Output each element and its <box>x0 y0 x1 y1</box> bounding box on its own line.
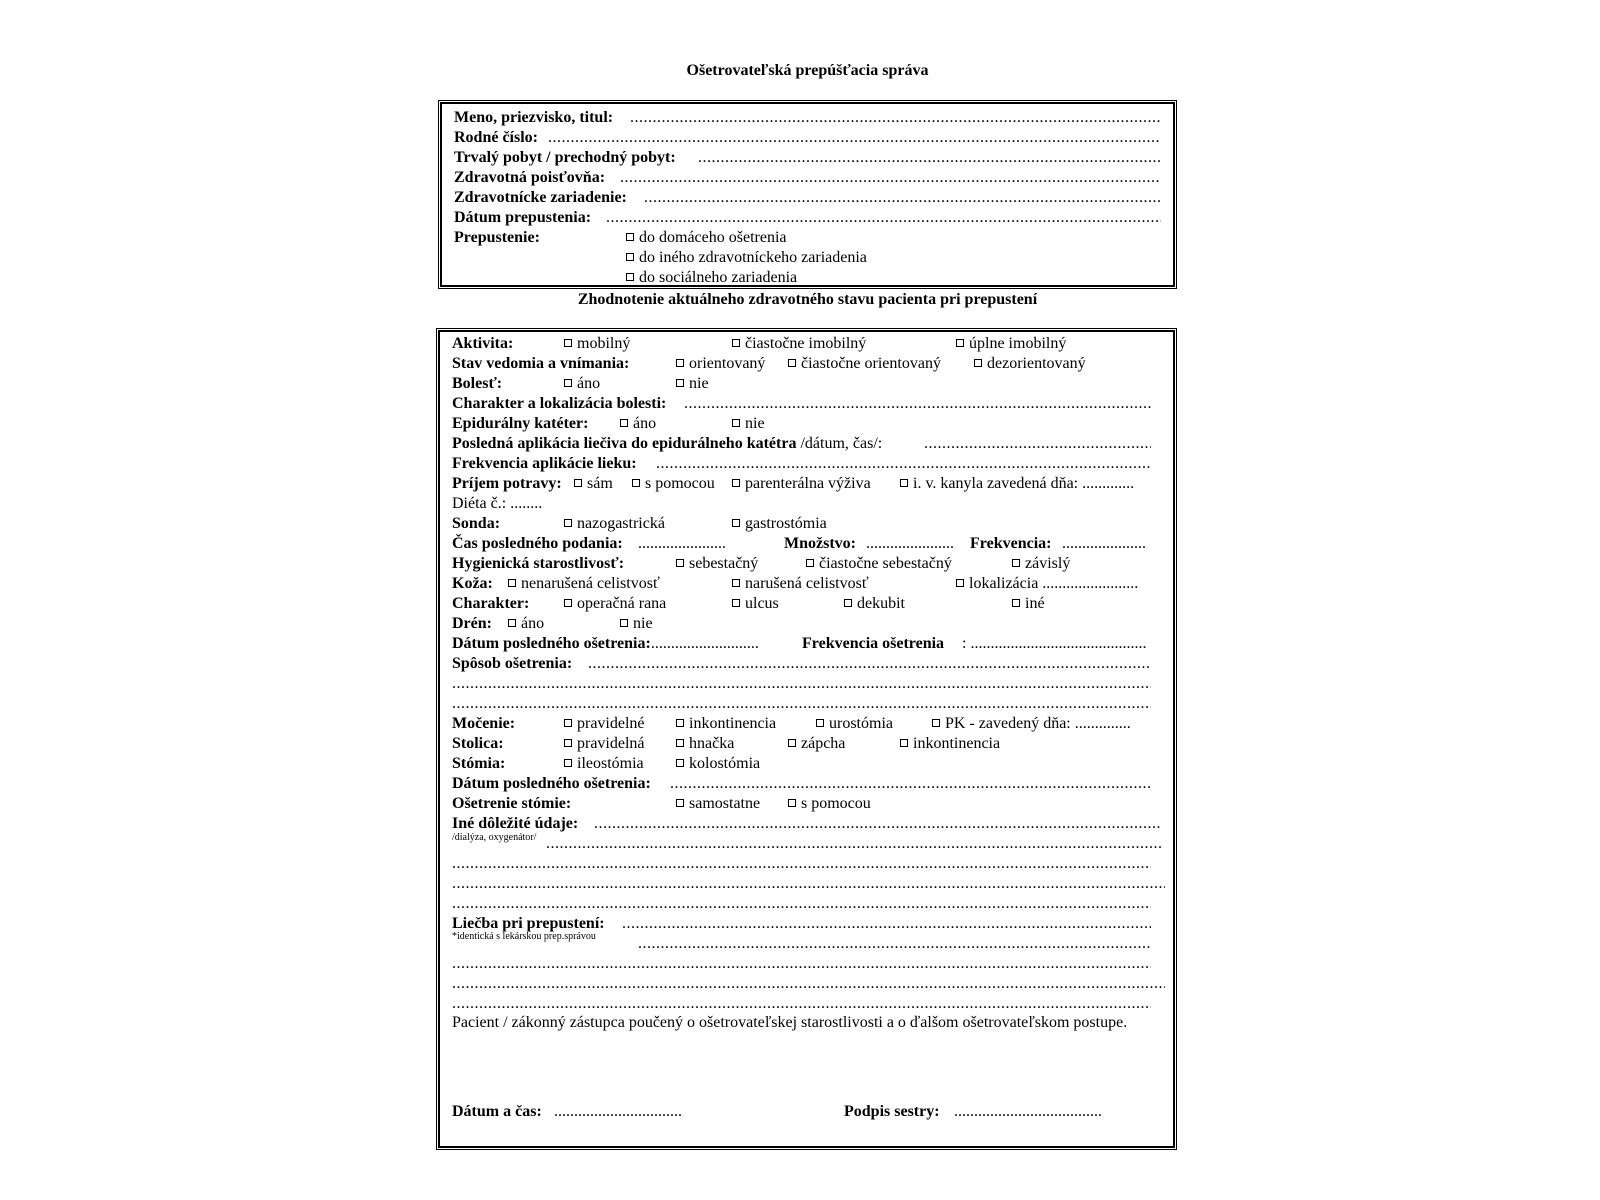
epidural-yes[interactable]: áno <box>620 414 656 434</box>
stool-constipation[interactable]: zápcha <box>788 734 845 754</box>
probe-label: Sonda: <box>452 515 501 532</box>
discharge-date-field[interactable] <box>606 208 1161 228</box>
consciousness-oriented[interactable]: orientovaný <box>676 354 765 374</box>
pain-yes[interactable]: áno <box>564 374 600 394</box>
checkbox-icon[interactable] <box>788 739 796 747</box>
discharge-option-home[interactable]: do domáceho ošetrenia <box>626 228 787 248</box>
intake-row <box>452 474 1161 494</box>
epidural-last-app-label: Posledná aplikácia liečiva do epidurálneho katétra <box>452 435 797 452</box>
nurse-signature-label: Podpis sestry: <box>844 1103 940 1120</box>
care-method-field-3[interactable] <box>452 694 1151 714</box>
other-data-field-4[interactable] <box>452 874 1165 894</box>
care-method-field[interactable] <box>588 654 1151 674</box>
patient-info-section <box>440 102 1175 287</box>
skin-damaged[interactable]: narušená celistvosť <box>732 574 869 594</box>
activity-mobile[interactable]: mobilný <box>564 334 630 354</box>
character-other[interactable]: iné <box>1012 594 1045 614</box>
app-frequency-label: Frekvencia aplikácie lieku: <box>452 455 637 472</box>
treatment-field-3[interactable] <box>452 954 1151 974</box>
other-data-field[interactable] <box>594 814 1161 834</box>
intake-assisted[interactable]: s pomocou <box>632 474 715 494</box>
checkbox-icon[interactable] <box>564 519 572 527</box>
name-field[interactable] <box>630 108 1161 128</box>
stoma-last-care-field[interactable] <box>670 774 1151 794</box>
activity-row <box>452 334 1161 354</box>
discharge-option-social[interactable]: do sociálneho zariadenia <box>626 268 797 288</box>
date-time-label: Dátum a čas: <box>452 1103 542 1120</box>
insurance-label: Zdravotná poisťovňa: <box>454 169 606 186</box>
residence-label: Trvalý pobyt / prechodný pobyt: <box>454 149 676 166</box>
discharge-date-label: Dátum prepustenia: <box>454 209 592 226</box>
checkbox-icon[interactable] <box>676 799 684 807</box>
birth-number-label: Rodné číslo: <box>454 129 538 146</box>
care-method-label: Spôsob ošetrenia: <box>452 655 573 672</box>
skin-intact[interactable]: nenarušená celistvosť <box>508 574 660 594</box>
stoma-care-row <box>452 794 1161 814</box>
pain-label: Bolesť: <box>452 375 503 392</box>
checkbox-icon[interactable] <box>620 619 628 627</box>
urination-label: Močenie: <box>452 715 516 732</box>
checkbox-icon[interactable] <box>788 359 796 367</box>
facility-field[interactable] <box>644 188 1161 208</box>
checkbox-icon[interactable] <box>806 559 814 567</box>
drain-no[interactable]: nie <box>620 614 653 634</box>
drain-row <box>452 614 1161 634</box>
app-frequency-row <box>452 454 1161 474</box>
checkbox-icon[interactable] <box>732 579 740 587</box>
epidural-last-app-unit: /dátum, čas/: <box>796 435 883 452</box>
checkbox-icon[interactable] <box>676 359 684 367</box>
urination-catheter[interactable]: PK - zavedený dňa: .............. <box>932 714 1131 734</box>
probe-nasogastric[interactable]: nazogastrická <box>564 514 665 534</box>
facility-row <box>454 188 1161 208</box>
checkbox-icon[interactable] <box>676 379 684 387</box>
other-data-field-2[interactable] <box>546 834 1161 854</box>
treatment-line-5 <box>452 994 1161 1014</box>
discharge-row-2 <box>454 248 1161 268</box>
birth-number-field[interactable] <box>548 128 1161 148</box>
frequency-label: Frekvencia: <box>970 535 1052 552</box>
hygiene-independent[interactable]: sebestačný <box>676 554 758 574</box>
care-method-line-3 <box>452 694 1161 714</box>
checkbox-icon[interactable] <box>932 719 940 727</box>
probe-gastrostomy[interactable]: gastrostómia <box>732 514 827 534</box>
stoma-care-self[interactable]: samostatne <box>676 794 760 814</box>
checkbox-icon[interactable] <box>676 759 684 767</box>
hygiene-label: Hygienická starostlivosť: <box>452 555 625 572</box>
care-method-field-2[interactable] <box>452 674 1151 694</box>
checkbox-icon[interactable] <box>508 619 516 627</box>
hygiene-partial[interactable]: čiastočne sebestačný <box>806 554 952 574</box>
other-data-line-3 <box>452 854 1161 874</box>
amount-field[interactable]: ...................... <box>866 535 954 552</box>
treatment-field-2[interactable] <box>638 934 1151 954</box>
intake-parenteral[interactable]: parenterálna výživa <box>732 474 871 494</box>
skin-localization[interactable]: lokalizácia ........................ <box>956 574 1138 594</box>
skin-label: Koža: <box>452 575 493 592</box>
checkbox-icon[interactable] <box>676 559 684 567</box>
hygiene-dependent[interactable]: závislý <box>1012 554 1070 574</box>
stoma-care-label: Ošetrenie stómie: <box>452 795 572 812</box>
care-method-row <box>452 654 1161 674</box>
checkbox-icon[interactable] <box>564 379 572 387</box>
discharge-option-other-facility[interactable]: do iného zdravotníckeho zariadenia <box>626 248 867 268</box>
amount-label: Množstvo: <box>784 535 856 552</box>
epidural-last-app-row <box>452 434 1161 454</box>
checkbox-icon[interactable] <box>732 599 740 607</box>
checkbox-icon[interactable] <box>564 739 572 747</box>
feeding-row <box>452 534 1161 554</box>
treatment-field[interactable] <box>622 914 1151 934</box>
discharge-date-row <box>454 208 1161 228</box>
stoma-care-assisted[interactable]: s pomocou <box>788 794 871 814</box>
treatment-note: *identická s lekárskou prep.správou <box>452 931 596 942</box>
stoma-last-care-label: Dátum posledného ošetrenia: <box>452 775 651 792</box>
checkbox-icon[interactable] <box>508 579 516 587</box>
checkbox-icon[interactable] <box>626 233 634 241</box>
checkbox-icon[interactable] <box>974 359 982 367</box>
consciousness-partial[interactable]: čiastočne orientovaný <box>788 354 941 374</box>
discharge-label: Prepustenie: <box>454 229 540 246</box>
checkbox-icon[interactable] <box>956 339 964 347</box>
checkbox-icon[interactable] <box>564 759 572 767</box>
checkbox-icon[interactable] <box>620 419 628 427</box>
checkbox-icon[interactable] <box>564 719 572 727</box>
section-subtitle: Zhodnotenie aktuálneho zdravotného stavu pacienta pri prepustení <box>577 291 1038 308</box>
facility-label: Zdravotnícke zariadenie: <box>454 189 627 206</box>
checkbox-icon[interactable] <box>900 479 908 487</box>
instruction-statement: Pacient / zákonný zástupca poučený o ošetrovateľskej starostlivosti a o ďalšom ošetrovateľskom postupe. <box>452 1014 1128 1031</box>
last-feed-field[interactable]: ...................... <box>638 535 726 552</box>
other-data-field-5[interactable] <box>452 894 1151 914</box>
treatment-label: Liečba pri prepustení: <box>452 915 605 932</box>
checkbox-icon[interactable] <box>900 739 908 747</box>
checkbox-icon[interactable] <box>732 339 740 347</box>
activity-label: Aktivita: <box>452 335 514 352</box>
checkbox-icon[interactable] <box>626 273 634 281</box>
checkbox-icon[interactable] <box>816 719 824 727</box>
other-data-field-3[interactable] <box>452 854 1151 874</box>
urination-urostomy[interactable]: urostómia <box>816 714 893 734</box>
care-frequency-label: Frekvencia ošetrenia <box>802 635 945 652</box>
checkbox-icon[interactable] <box>1012 559 1020 567</box>
insurance-row <box>454 168 1161 188</box>
checkbox-icon[interactable] <box>574 479 582 487</box>
discharge-row <box>454 228 1161 248</box>
signature-row <box>452 1102 1161 1122</box>
stool-label: Stolica: <box>452 735 504 752</box>
urination-row <box>452 714 1161 734</box>
pain-character-row <box>452 394 1161 414</box>
diet-row <box>452 494 1161 514</box>
treatment-line-2 <box>452 934 1161 954</box>
activity-partial[interactable]: čiastočne imobilný <box>732 334 866 354</box>
epidural-label: Epidurálny katéter: <box>452 415 589 432</box>
checkbox-icon[interactable] <box>732 419 740 427</box>
treatment-field-5[interactable] <box>452 994 1151 1014</box>
stoma-ileostomy[interactable]: ileostómia <box>564 754 644 774</box>
character-decubitus[interactable]: dekubit <box>844 594 905 614</box>
other-data-line-4 <box>452 874 1161 894</box>
app-frequency-field[interactable] <box>656 454 1151 474</box>
insurance-field[interactable] <box>620 168 1161 188</box>
checkbox-icon[interactable] <box>632 479 640 487</box>
name-label: Meno, priezvisko, titul: <box>454 109 614 126</box>
care-frequency-field[interactable]: : ............................................ <box>962 635 1147 652</box>
stoma-last-care-row <box>452 774 1161 794</box>
checkbox-icon[interactable] <box>788 799 796 807</box>
epidural-last-app-field[interactable] <box>924 434 1151 454</box>
character-row <box>452 594 1161 614</box>
character-surgical-wound[interactable]: operačná rana <box>564 594 666 614</box>
skin-row <box>452 574 1161 594</box>
other-data-note: /dialýza, oxygenátor/ <box>452 832 537 843</box>
stool-regular[interactable]: pravidelná <box>564 734 645 754</box>
character-ulcus[interactable]: ulcus <box>732 594 779 614</box>
checkbox-icon[interactable] <box>564 339 572 347</box>
date-time-field[interactable]: ................................ <box>554 1103 682 1120</box>
pain-character-field[interactable] <box>684 394 1151 414</box>
checkbox-icon[interactable] <box>956 579 964 587</box>
stool-incontinence[interactable]: inkontinencia <box>900 734 1000 754</box>
epidural-row <box>452 414 1161 434</box>
intake-self[interactable]: sám <box>574 474 613 494</box>
checkbox-icon[interactable] <box>732 479 740 487</box>
stoma-row <box>452 754 1161 774</box>
checkbox-icon[interactable] <box>626 253 634 261</box>
last-care-row <box>452 634 1161 654</box>
checkbox-icon[interactable] <box>676 719 684 727</box>
pain-character-label: Charakter a lokalizácia bolesti: <box>452 395 667 412</box>
pain-no[interactable]: nie <box>676 374 709 394</box>
other-data-line-2 <box>452 834 1161 854</box>
stoma-label: Stómia: <box>452 755 506 772</box>
other-data-label: Iné dôležité údaje: <box>452 815 579 832</box>
stool-diarrhea[interactable]: hnačka <box>676 734 734 754</box>
other-data-row <box>452 814 1161 834</box>
birth-number-row <box>454 128 1161 148</box>
consciousness-disoriented[interactable]: dezorientovaný <box>974 354 1086 374</box>
treatment-line-4 <box>452 974 1161 994</box>
intake-label: Príjem potravy: <box>452 475 562 492</box>
activity-immobile[interactable]: úplne imobilný <box>956 334 1066 354</box>
residence-field[interactable] <box>698 148 1161 168</box>
urination-regular[interactable]: pravidelné <box>564 714 645 734</box>
frequency-field[interactable]: ..................... <box>1062 535 1146 552</box>
epidural-no[interactable]: nie <box>732 414 765 434</box>
checkbox-icon[interactable] <box>564 599 572 607</box>
residence-row <box>454 148 1161 168</box>
drain-yes[interactable]: áno <box>508 614 544 634</box>
checkbox-icon[interactable] <box>1012 599 1020 607</box>
other-data-line-5 <box>452 894 1161 914</box>
care-method-line-2 <box>452 674 1161 694</box>
intake-iv[interactable]: i. v. kanyla zavedená dňa: ............. <box>900 474 1134 494</box>
health-evaluation-section <box>438 330 1175 1148</box>
treatment-field-4[interactable] <box>452 974 1165 994</box>
diet-field[interactable]: Diéta č.: ........ <box>452 495 543 512</box>
hygiene-row <box>452 554 1161 574</box>
treatment-line-3 <box>452 954 1161 974</box>
consciousness-label: Stav vedomia a vnímania: <box>452 355 630 372</box>
urination-incontinence[interactable]: inkontinencia <box>676 714 776 734</box>
checkbox-icon[interactable] <box>732 519 740 527</box>
checkbox-icon[interactable] <box>844 599 852 607</box>
name-row <box>454 108 1161 128</box>
last-feed-label: Čas posledného podania: <box>452 535 623 552</box>
form-title: Ošetrovateľská prepúšťacia správa <box>686 62 929 79</box>
drain-label: Drén: <box>452 615 492 632</box>
consciousness-row <box>452 354 1161 374</box>
character-label: Charakter: <box>452 595 530 612</box>
checkbox-icon[interactable] <box>676 739 684 747</box>
probe-row <box>452 514 1161 534</box>
last-care-field[interactable]: ........................... <box>650 635 759 652</box>
last-care-label: Dátum posledného ošetrenia: <box>452 635 651 652</box>
stoma-colostomy[interactable]: kolostómia <box>676 754 760 774</box>
stool-row <box>452 734 1161 754</box>
nurse-signature-field[interactable]: ..................................... <box>954 1103 1102 1120</box>
pain-row <box>452 374 1161 394</box>
discharge-row-3 <box>454 268 1161 288</box>
